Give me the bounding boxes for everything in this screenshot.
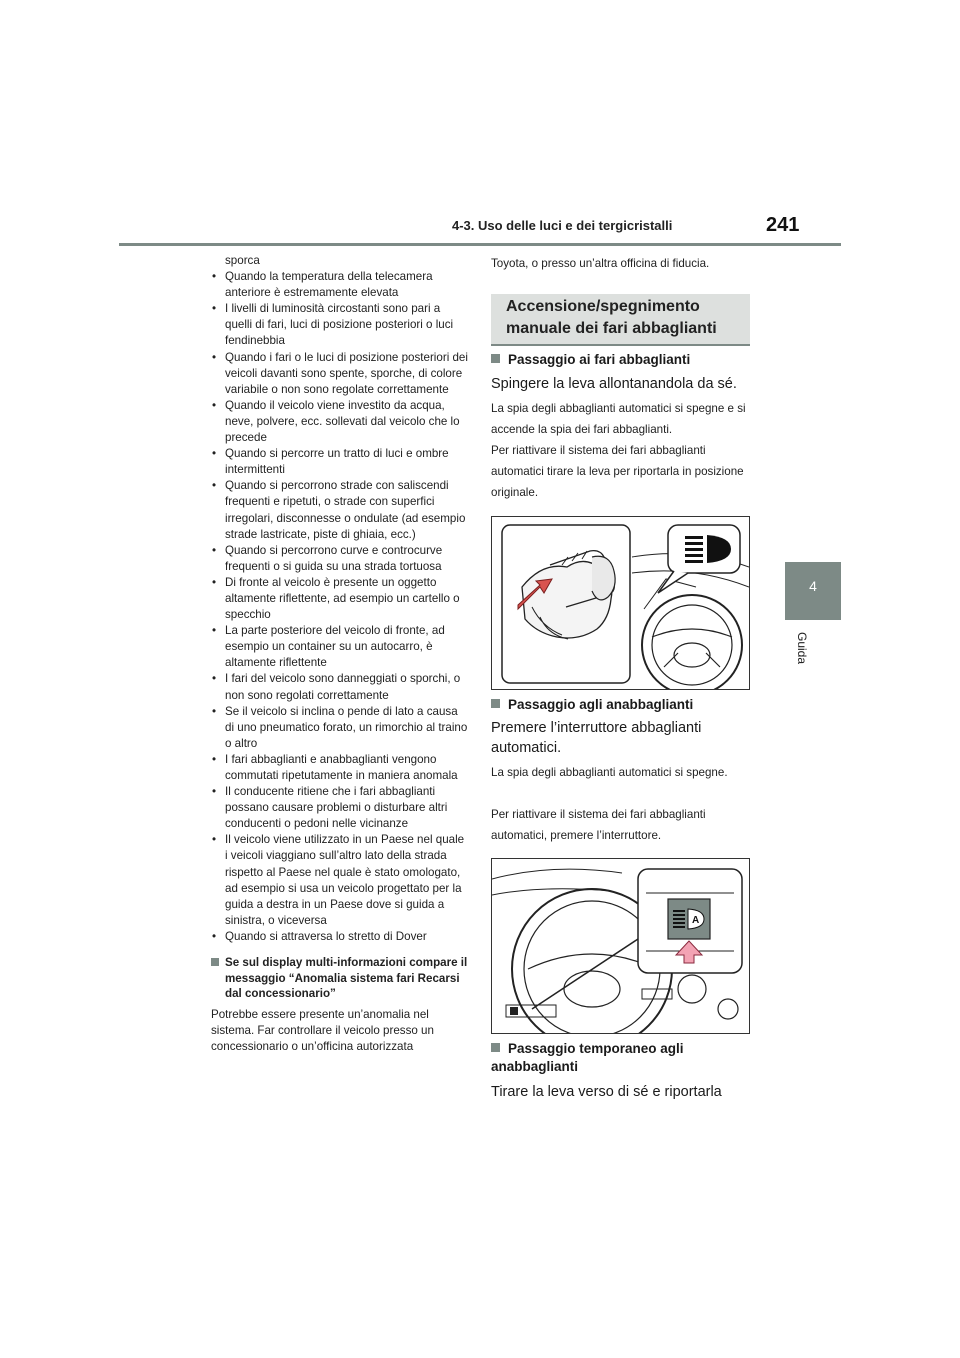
note: Per riattivare il sistema dei fari abbaglianti automatici, premere l’interruttore. (491, 808, 706, 842)
condition-list (211, 269, 469, 945)
square-bullet-icon (211, 958, 219, 966)
list-item: • I fari abbaglianti e anabbaglianti vengono commutati ripetutamente in maniera anomala (211, 752, 469, 784)
list-item: • I fari del veicolo sono danneggiati o sporchi, o non sono regolati correttamente (211, 671, 469, 703)
subheading (491, 351, 690, 369)
list-item: • Quando si percorre un tratto di luci e ombre intermittenti (211, 446, 469, 478)
list-item: • Quando i fari o le luci di posizione posteriori dei veicoli davanti sono spente, sporche, di colore variabile o non sono regolate correttamente (211, 350, 469, 398)
subheading-text: Passaggio agli anabbaglianti (508, 697, 694, 712)
instruction: Premere l’interruttore abbaglianti automatici. (491, 720, 702, 756)
chapter-number: 4 (809, 578, 817, 594)
left-column (211, 253, 469, 1055)
subheading-text: Passaggio ai fari abbaglianti (508, 352, 691, 367)
list-item: • I livelli di luminosità circostanti sono pari a quelli di fari, luci di posizione posteriori o luci fendinebbia (211, 301, 469, 349)
square-bullet-icon (491, 354, 500, 363)
continuation-text: Toyota, o presso un’altra officina di fiducia. (491, 257, 710, 270)
list-item: • Quando si attraversa lo stretto di Dover (211, 929, 469, 945)
list-item: • La parte posteriore del veicolo di fronte, ad esempio un container su un autocarro, è altamente riflettente (211, 623, 469, 671)
list-item: • Quando si percorrono curve e controcurve frequenti o si guida su una strada tortuosa (211, 543, 469, 575)
list-item: • Quando la temperatura della telecamera anteriore è estremamente elevata (211, 269, 469, 301)
section-box-title: Accensione/spegnimento manuale dei fari abbaglianti (506, 298, 717, 337)
header-rule (119, 243, 841, 246)
note: La spia degli abbaglianti automatici si spegne. (491, 766, 728, 779)
square-bullet-icon (491, 699, 500, 708)
instruction: Spingere la leva allontanandola da sé. (491, 376, 737, 392)
list-item: • Quando si percorrono strade con saliscendi frequenti e ripetuti, o strade con superfici irregolari, disconnesse o ondulate (ad esempio strade lastricate, piste di ghiaia, ecc.) (211, 478, 469, 542)
list-item: • Se il veicolo si inclina o pende di lato a causa di uno pneumatico forato, un rimorchio al traino o altro (211, 704, 469, 752)
square-bullet-icon (491, 1043, 500, 1052)
list-item: • Il conducente ritiene che i fari abbaglianti possano causare problemi o disturbare altri conducenti o pedoni nelle vicinanze (211, 784, 469, 832)
subheading-text: Se sul display multi-informazioni compare il messaggio “Anomalia sistema fari Recarsi dal concessionario” (225, 956, 468, 1001)
auto-high-beam-icon (673, 909, 704, 929)
list-item: • Quando il veicolo viene investito da acqua, neve, polvere, ecc. sollevati dal veicolo che lo precede (211, 398, 469, 446)
svg-text:A: A (692, 915, 700, 926)
continuation-text: sporca (225, 254, 260, 267)
switch-drawing (492, 859, 749, 1033)
list-item: • Il veicolo viene utilizzato in un Paese nel quale i veicoli viaggiano sull’altro lato della strada rispetto al Paese nel quale è stato omologato, ad esempio si usa un veicolo progettato per la guida a destra in un Paese dove si guida a sinistra, o viceversa (211, 832, 469, 929)
section-title: 4-3. Uso delle luci e dei tergicristalli (452, 218, 673, 233)
lever-illustration (491, 516, 750, 690)
subheading (491, 696, 693, 714)
switch-illustration (491, 858, 750, 1034)
note: Per riattivare il sistema dei fari abbaglianti automatici tirare la leva per riportarla in posizione originale. (491, 444, 744, 499)
subheading (211, 955, 469, 1002)
chapter-label: Guida (795, 632, 809, 665)
instruction: Tirare la leva verso di sé e riportarla (491, 1084, 722, 1100)
note: La spia degli abbaglianti automatici si spegne e si accende la spia dei fari abbaglianti. (491, 402, 746, 436)
subheading (491, 1040, 753, 1076)
list-item: • Di fronte al veicolo è presente un oggetto altamente riflettente, ad esempio un cartello o specchio (211, 575, 469, 623)
paragraph: Potrebbe essere presente un’anomalia nel sistema. Far controllare il veicolo presso un concessionario o un’officina autorizzata (211, 1007, 434, 1053)
lever-drawing (492, 517, 749, 689)
subheading-text: Passaggio temporaneo agli anabbaglianti (491, 1041, 684, 1074)
page-number: 241 (766, 214, 800, 236)
